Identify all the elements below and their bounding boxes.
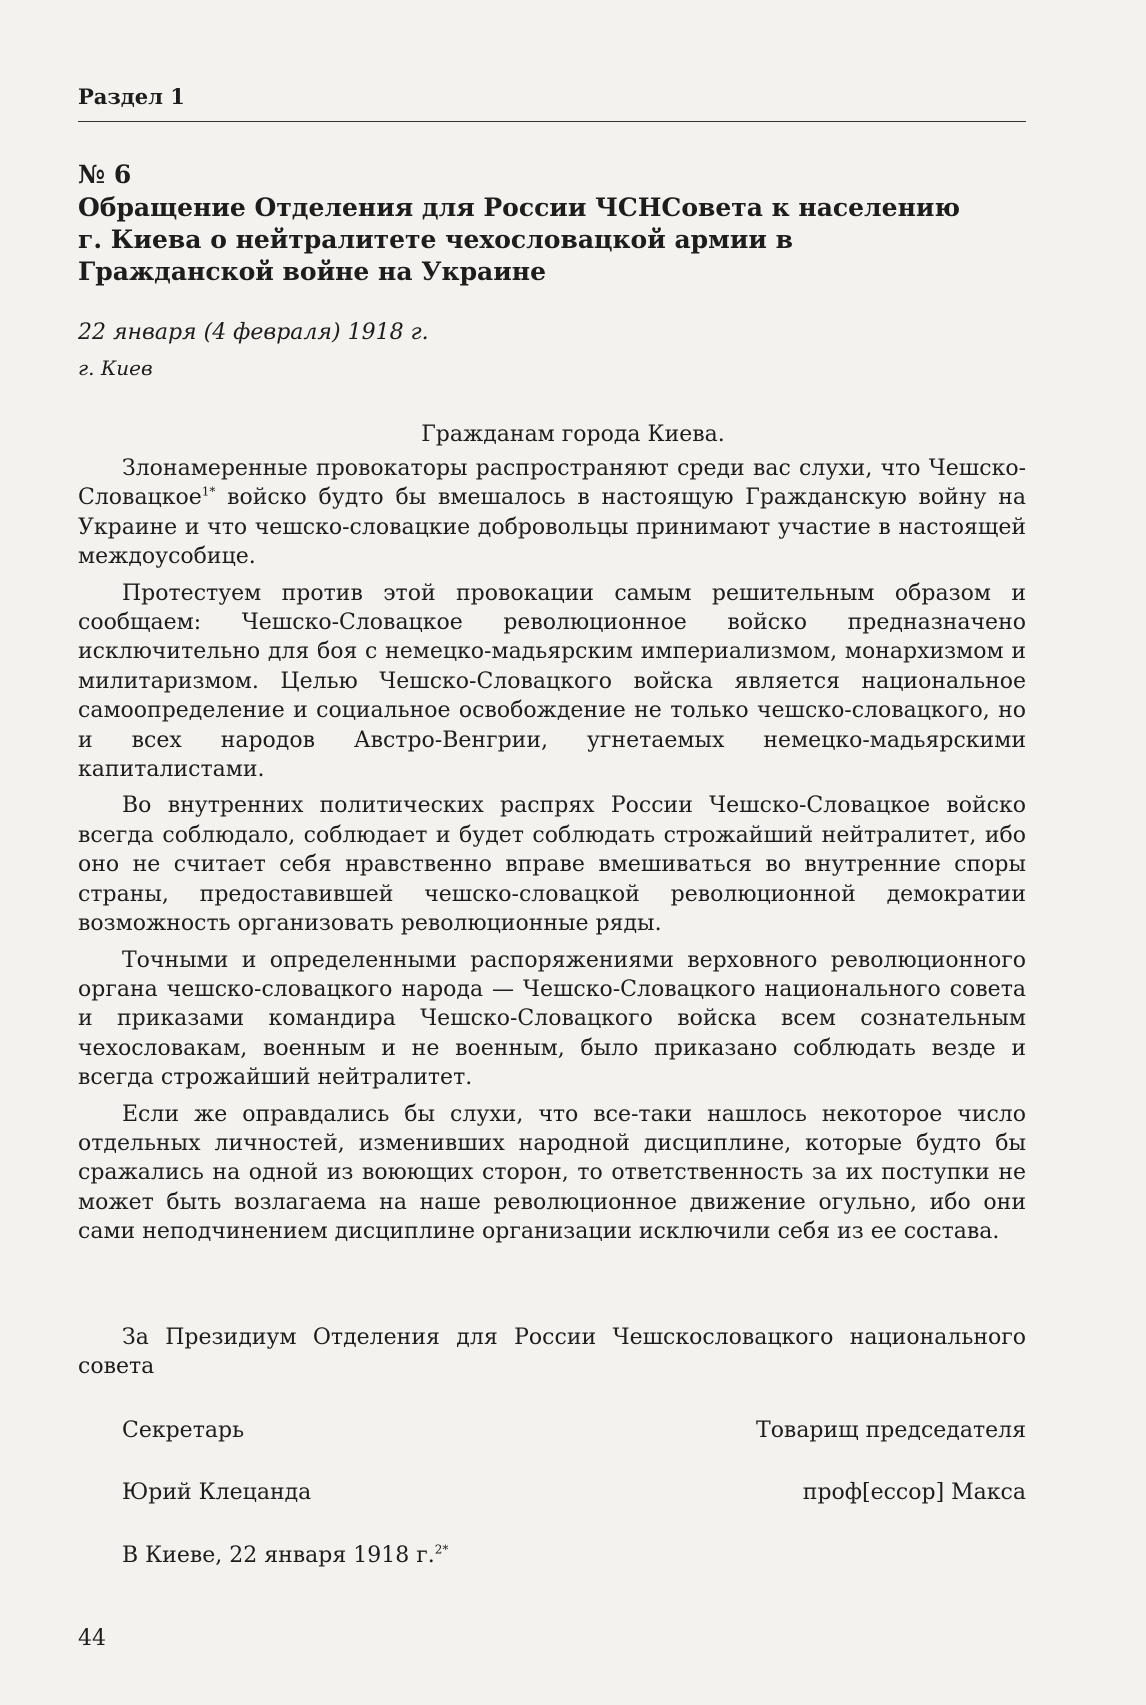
paragraph-text: Злонамеренные провокаторы распространяют среди вас слухи, что Чешско-Словацкое [78, 456, 1026, 511]
footnote-ref: 1* [201, 485, 216, 500]
section-label: Раздел 1 [78, 84, 185, 109]
document-date: 22 января (4 февраля) 1918 г. [78, 320, 429, 345]
footnote-ref: 2* [434, 1542, 449, 1557]
document-place: г. Киев [78, 356, 153, 380]
paragraph: Во внутренних политических распрях России Чешско-Словацкое войско всегда соблюдало, соблюдает и будет соблюдать строжайший нейтралитет, ибо оно не считает себя нравственно вправе вмешиваться во внутренние споры страны, предоставившей чешско-словацкой революционной демократии возможность организовать революционные ряды. [78, 793, 1026, 937]
document-body [78, 454, 1026, 1254]
paragraph-text: войско будто бы вмешалось в настоящую Гражданскую войну на Украине и что чешско-словацкие добровольцы принимают участие в настоящей междоусобице. [78, 485, 1026, 570]
page-number: 44 [78, 1626, 106, 1651]
address-line: Гражданам города Киева. [421, 422, 725, 447]
signature-name-left: Юрий Клецанда [122, 1480, 312, 1505]
signature-role-right: Товарищ председателя [756, 1418, 1026, 1443]
signoff-line: За Президиум Отделения для России Чешскословацкого национального совета [78, 1325, 1026, 1379]
document-title: Обращение Отделения для России ЧСНСовета к населению г. Киева о нейтралитете чехословацкой армии в Гражданской войне на Украине [78, 193, 961, 286]
signature-role-left: Секретарь [122, 1418, 245, 1443]
closing-line [122, 1543, 448, 1568]
paragraph: Протестуем против этой провокации самым решительным образом и сообщаем: Чешско-Словацкое революционное войско предназначено исключительно для боя с немецко-мадьярским империализмом, монархизмом и милитаризмом. Целью Чешско-Словацкого войска является национальное самоопределение и социальное освобождение не только чешско-словацкого, но и всех народов Австро-Венгрии, угнетаемых немецко-мадьярскими капиталистами. [78, 580, 1026, 783]
closing-text: В Киеве, 22 января 1918 г. [122, 1543, 435, 1568]
running-header [78, 84, 1026, 122]
paragraph: Точными и определенными распоряжениями верховного революционного органа чешско-словацкого народа — Чешско-Словацкого национального совета и приказами командира Чешско-Словацкого войска всем сознательным чехословакам, военным и не военным, было приказано соблюдать везде и всегда строжайший нейтралитет. [78, 947, 1026, 1091]
document-number: № 6 [78, 160, 132, 189]
paragraph: Если же оправдались бы слухи, что все-таки нашлось некоторое число отдельных личностей, изменивших народной дисциплине, которые будто бы сражались на одной из воюющих сторон, то ответственность за их поступки не может быть возлагаема на наше революционное движение огульно, ибо они сами неподчинением дисциплине организации исключили себя из ее состава. [78, 1101, 1026, 1245]
signature-name-right: проф[ессор] Макса [802, 1480, 1026, 1505]
paragraph [78, 454, 1026, 572]
